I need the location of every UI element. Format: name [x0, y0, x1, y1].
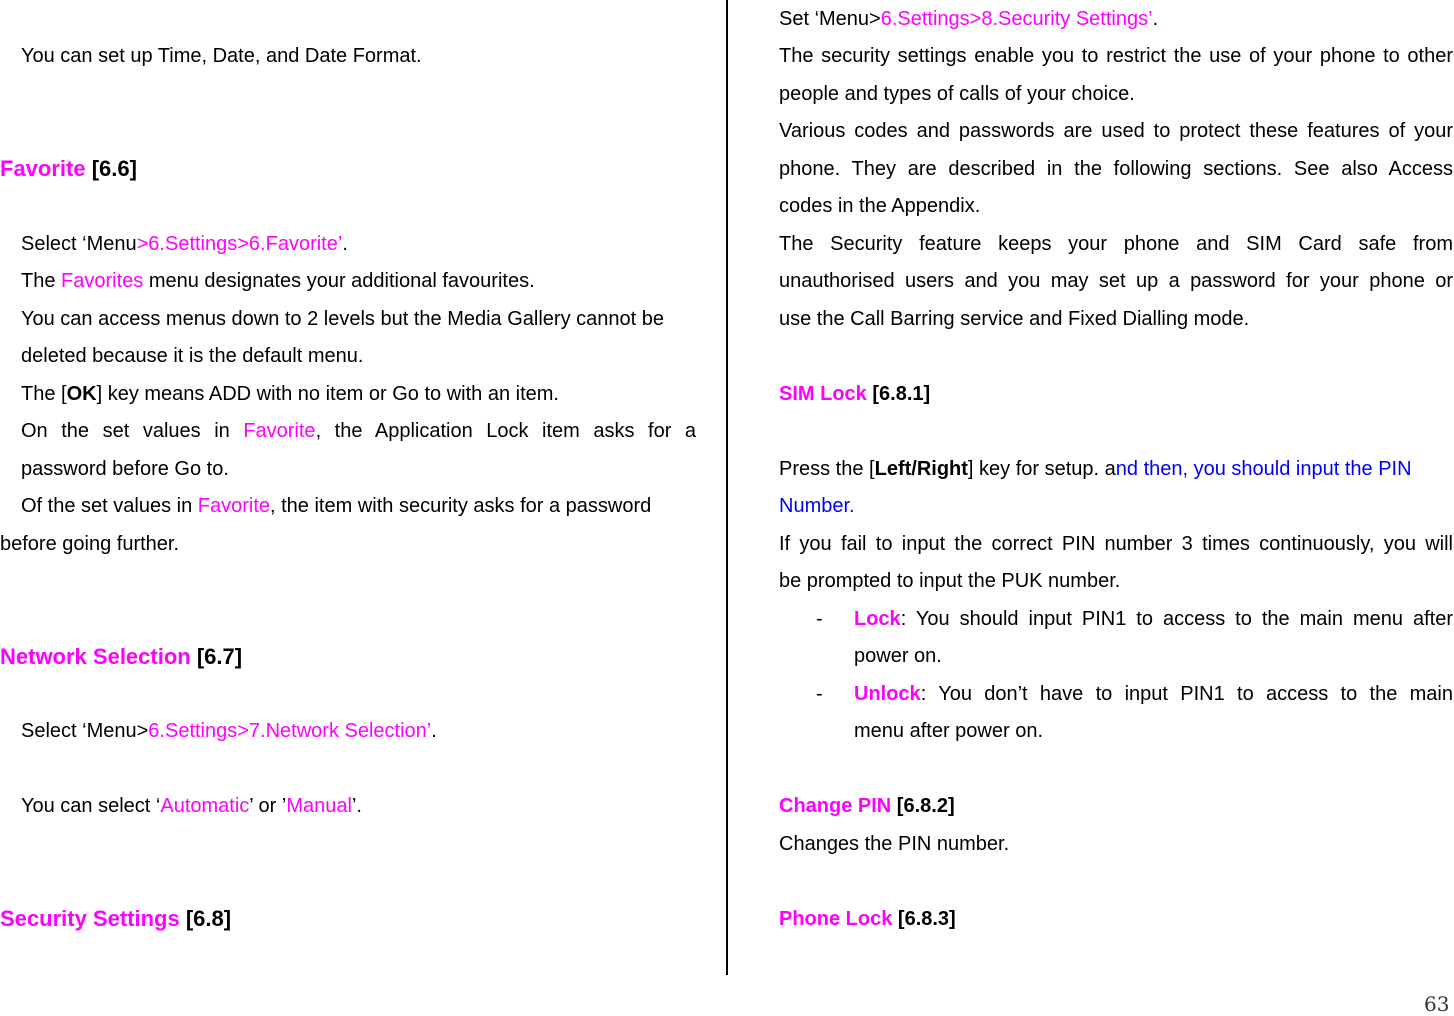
security-para2-line3: codes in the Appendix. — [779, 195, 981, 217]
network-choice: You can select ‘Automatic’ or ’Manual’. — [21, 795, 362, 817]
favorite-set-values-line1: On the set values in Favorite, the Application Lock item asks for a — [21, 420, 697, 442]
bullet-dash-unlock: - — [816, 683, 823, 705]
security-para1-line1: The security settings enable you to restrict the use of your phone to other — [779, 45, 1453, 67]
section-heading-network: Network Selection [6.7] — [0, 644, 243, 669]
section-heading-favorite — [0, 157, 137, 181]
favorite-security-line2: before going further. — [0, 533, 180, 555]
sim-lock-unlock-line2: menu after power on. — [854, 720, 1043, 742]
sim-lock-press-line2: Number. — [779, 495, 855, 517]
sim-lock-fail-line1: If you fail to input the correct PIN number 3 times continuously, you will — [779, 533, 1453, 555]
section-heading-security: Security Settings [6.8] — [0, 906, 232, 931]
favorite-access-line2: deleted because it is the default menu. — [21, 345, 364, 367]
favorite-title: Favorite — [0, 156, 86, 181]
security-para3-line1: The Security feature keeps your phone and SIM Card safe from — [779, 233, 1453, 255]
sim-lock-fail-line2: be prompted to input the PUK number. — [779, 570, 1121, 592]
section-heading-sim-lock: SIM Lock [6.8.1] — [779, 383, 931, 405]
security-para2-line2: phone. They are described in the following sections. See also Access — [779, 158, 1453, 180]
section-heading-change-pin: Change PIN [6.8.2] — [779, 795, 955, 817]
security-para2-line1: Various codes and passwords are used to protect these features of your — [779, 120, 1453, 142]
favorite-set-values-line2: password before Go to. — [21, 458, 229, 480]
sim-lock-unlock-line1: Unlock: You don’t have to input PIN1 to access to the main — [854, 683, 1453, 705]
sim-lock-press-line1: Press the [Left/Right] key for setup. and then, you should input the PIN — [779, 458, 1412, 480]
sim-lock-lock-line1: Lock: You should input PIN1 to access to the main menu after — [854, 608, 1453, 630]
section-heading-phone-lock: Phone Lock [6.8.3] — [779, 908, 956, 930]
favorite-menu-path: Select ‘Menu>6.Settings>6.Favorite’. — [21, 233, 348, 255]
favorite-code: [6.6] — [85, 156, 137, 181]
change-pin-description: Changes the PIN number. — [779, 833, 1010, 855]
bullet-dash-lock: - — [816, 608, 823, 630]
favorite-access-line1: You can access menus down to 2 levels but the Media Gallery cannot be — [21, 308, 664, 330]
datetime-intro: You can set up Time, Date, and Date Format. — [21, 45, 422, 67]
column-divider — [726, 0, 728, 975]
security-para3-line3: use the Call Barring service and Fixed Dialling mode. — [779, 308, 1250, 330]
network-menu-path: Select ‘Menu>6.Settings>7.Network Selection’. — [21, 720, 437, 742]
security-para3-line2: unauthorised users and you may set up a password for your phone or — [779, 270, 1453, 292]
security-menu-path: Set ‘Menu>6.Settings>8.Security Settings’. — [779, 8, 1159, 30]
security-para1-line2: people and types of calls of your choice. — [779, 83, 1135, 105]
page-number: 63 — [1424, 992, 1450, 1016]
favorite-security-line1: Of the set values in Favorite, the item with security asks for a password — [21, 495, 652, 517]
favorite-ok-key: The [OK] key means ADD with no item or Go to with an item. — [21, 383, 559, 405]
favorite-description: The Favorites menu designates your additional favourites. — [21, 270, 535, 292]
sim-lock-lock-line2: power on. — [854, 645, 942, 667]
